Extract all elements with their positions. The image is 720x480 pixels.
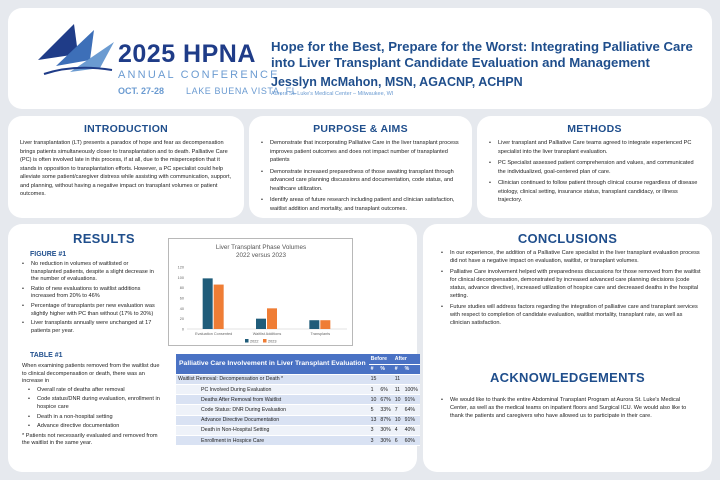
x-tick-label: Transplants	[310, 332, 331, 336]
y-tick-label: 60	[179, 296, 184, 301]
after-percent: 91%	[403, 415, 420, 425]
after-count: 4	[393, 425, 403, 435]
bar-2022	[309, 320, 319, 329]
figure-finding: • Liver transplants annually were unchanged at 17 patients per year.	[22, 320, 157, 335]
after-header: After	[393, 354, 420, 364]
before-count: 3	[369, 425, 379, 435]
row-label: Enrollment in Hospice Care	[176, 436, 369, 446]
figure-findings-list	[22, 261, 157, 337]
before-percent: 6%	[378, 385, 392, 395]
methods-item: • Clinician continued to follow patient through clinical course regardless of disease etiology, clinical setting, insurance status, transplant candidacy, or illness trajectory.	[489, 179, 702, 205]
after-percent: 64%	[403, 405, 420, 415]
row-label: PC Involved During Evaluation	[176, 385, 369, 395]
row-label: Deaths After Removal from Waitlist	[176, 395, 369, 405]
conclusions-list	[441, 249, 703, 330]
bar-2023	[267, 308, 277, 329]
introduction-body: Liver transplantation (LT) presents a paradox of hope and fear as decompensation brings patients simultaneously closer to transplantation and to death. Palliative Care (PC) is often involved late in this process, if at all, due to the misperception that it stands in opposition to transplantation efforts. However, a PC specialist could help alleviate some patient/caregiver distress while assisting with communication, support, and planning, without having a negative impact on transplant volumes or patient outcomes.	[20, 140, 232, 197]
bar-2022	[203, 278, 213, 329]
before-percent: 33%	[378, 405, 392, 415]
before-num-header: #	[369, 364, 379, 374]
conclusions-panel	[423, 224, 712, 472]
table-row	[176, 415, 420, 425]
before-percent: 30%	[378, 436, 392, 446]
row-label: Advance Directive Documentation	[176, 415, 369, 425]
introduction-heading: INTRODUCTION	[83, 123, 169, 135]
table-row	[176, 385, 420, 395]
table-finding: • Overall rate of deaths after removal	[28, 387, 162, 395]
conference-subtitle: ANNUAL CONFERENCE	[118, 69, 280, 81]
poster-title: Hope for the Best, Prepare for the Worst: Integrating Palliative Care into Liver Transplant Candidate Evaluation and Management	[271, 39, 693, 70]
after-pct-header: %	[403, 364, 420, 374]
legend-label: 2022	[250, 339, 259, 344]
conclusion-item: • Palliative Care involvement helped with preparedness discussions for those removed from the waitlist for clinical decompensation, demonstrated by increased advanced care planning decisions (code status, advance directive), increased utilization of hospice care and decreased deaths in the hospital setting.	[441, 268, 703, 300]
conference-location: LAKE BUENA VISTA, FL	[186, 86, 298, 96]
after-count: 10	[393, 395, 403, 405]
after-percent: 100%	[403, 385, 420, 395]
table-finding: • Advance directive documentation	[28, 423, 162, 431]
after-count: 6	[393, 436, 403, 446]
purpose-list	[261, 139, 462, 213]
palliative-care-table	[176, 354, 420, 446]
poster-affiliation: Aurora St. Luke's Medical Center – Milwaukee, WI	[271, 91, 394, 97]
purpose-item: • Identify areas of future research including patient and clinician satisfaction, waitlist addition and mortality, and transplant outcomes.	[261, 196, 462, 213]
methods-heading: METHODS	[567, 123, 622, 135]
before-count: 5	[369, 405, 379, 415]
results-heading: RESULTS	[73, 231, 135, 246]
figure-finding: • Percentage of transplants per new evaluation was slightly higher with PC than without (17% to 20%)	[22, 303, 157, 318]
poster-header	[8, 8, 712, 109]
introduction-panel	[8, 116, 244, 218]
table-label: TABLE #1	[30, 352, 63, 359]
y-tick-label: 40	[179, 306, 184, 311]
acknowledgement-item: • We would like to thank the entire Abdominal Transplant Program at Aurora St. Luke's Medical Center, as well as the medical teams on inpatient floors and Surgical ICU. We would also like to thank the patients and caregivers who have allowed us to participate in their care.	[441, 396, 696, 420]
table-row	[176, 436, 420, 446]
chart-title: Liver Transplant Phase Volumes	[215, 244, 307, 251]
y-tick-label: 0	[181, 327, 184, 332]
purpose-item: • Demonstrate that incorporating Palliative Care in the liver transplant process improves patient outcomes and does not impact number of transplanted patients	[261, 139, 462, 165]
purpose-item: • Demonstrate increased preparedness of those awaiting transplant through advanced care planning discussions and documentation, code status, and healthcare utilization.	[261, 168, 462, 194]
before-percent: 30%	[378, 425, 392, 435]
methods-list	[489, 139, 702, 205]
after-count: 10	[393, 415, 403, 425]
x-tick-label: Evaluation Consented	[195, 332, 233, 336]
methods-item: • Liver transplant and Palliative Care teams agreed to integrate experienced PC specialist into the liver transplant evaluation.	[489, 139, 702, 156]
conference-logo	[26, 18, 298, 100]
table-finding: • Code status/DNR during evaluation, enrollment in hospice care	[28, 396, 162, 411]
purpose-panel	[249, 116, 472, 218]
poster-authors: Jesslyn McMahon, MSN, AGACNP, ACHPN	[271, 75, 523, 89]
before-percent: 67%	[378, 395, 392, 405]
table-finding: • Death in a non-hospital setting	[28, 414, 162, 422]
conclusion-item: • Future studies will address factors regarding the integration of palliative care and transplant services with respect to completion of candidate evaluation, waitlist mortality, transplant rate, as well as clinician satisfaction.	[441, 303, 703, 327]
table-findings	[22, 363, 162, 448]
conclusion-item: • In our experience, the addition of a Palliative Care specialist in the liver transplant evaluation process did not have a negative impact on evaluation, waitlist, or transplant volumes.	[441, 249, 703, 265]
chart-subtitle: 2022 versus 2023	[235, 252, 287, 259]
before-count: 13	[369, 415, 379, 425]
conference-dates: OCT. 27-28	[118, 86, 165, 96]
legend-swatch	[263, 339, 267, 343]
figure-finding: • No reduction in volumes of waitlisted or transplanted patients, despite a slight decrease in the number of evaluations.	[22, 261, 157, 284]
table-intro: When examining patients removed from the waitlist due to clinical decompensation or death, there was an increase in	[22, 363, 160, 385]
table-row	[176, 395, 420, 405]
table-row	[176, 374, 420, 384]
figure-finding: • Ratio of new evaluations to waitlist additions increased from 20% to 46%	[22, 286, 157, 301]
after-percent: 91%	[403, 395, 420, 405]
conclusions-heading: CONCLUSIONS	[517, 231, 618, 246]
after-num-header: #	[393, 364, 403, 374]
before-count: 1	[369, 385, 379, 395]
table-title: Palliative Care Involvement in Liver Transplant Evaluation	[176, 354, 369, 374]
legend-label: 2023	[268, 339, 277, 344]
table-findings-list	[28, 387, 162, 431]
y-tick-label: 80	[179, 286, 184, 291]
chart-svg	[169, 239, 354, 347]
phase-volumes-chart	[168, 238, 353, 346]
before-pct-header: %	[378, 364, 392, 374]
acknowledgements-list	[441, 396, 696, 420]
row-label: Code Status: DNR During Evaluation	[176, 405, 369, 415]
methods-item: • PC Specialist assessed patient comprehension and values, and communicated the individualized, goal-centered plan of care.	[489, 159, 702, 176]
table-row	[176, 405, 420, 415]
acknowledgements-heading: ACKNOWLEDGEMENTS	[489, 370, 646, 385]
after-percent: 60%	[403, 436, 420, 446]
hpna-wing-logo-icon	[34, 20, 120, 82]
y-tick-label: 20	[179, 317, 184, 322]
before-percent: 87%	[378, 415, 392, 425]
row-label: Waitlist Removal: Decompensation or Death *	[176, 374, 369, 384]
table-footnote: * Patients not necessarily evaluated and removed from the waitlist in the same year.	[22, 432, 158, 447]
table-row	[176, 425, 420, 435]
before-count: 3	[369, 436, 379, 446]
conference-title: 2025 HPNA	[118, 40, 256, 68]
after-percent: 40%	[403, 425, 420, 435]
bar-2023	[320, 320, 330, 329]
before-count: 10	[369, 395, 379, 405]
before-percent	[378, 374, 392, 384]
after-percent	[403, 374, 420, 384]
legend-swatch	[245, 339, 249, 343]
bar-2022	[256, 319, 266, 329]
y-tick-label: 120	[177, 265, 184, 270]
results-panel	[8, 224, 417, 472]
before-count: 15	[369, 374, 379, 384]
methods-panel	[477, 116, 712, 218]
y-tick-label: 100	[177, 275, 184, 280]
x-tick-label: Waitlist Additions	[252, 332, 282, 336]
figure-label: FIGURE #1	[30, 251, 67, 258]
purpose-heading: PURPOSE & AIMS	[313, 123, 408, 135]
after-count: 11	[393, 385, 403, 395]
bar-2023	[214, 285, 224, 329]
row-label: Death in Non-Hospital Setting	[176, 425, 369, 435]
after-count: 7	[393, 405, 403, 415]
after-count: 11	[393, 374, 403, 384]
before-header: Before	[369, 354, 393, 364]
